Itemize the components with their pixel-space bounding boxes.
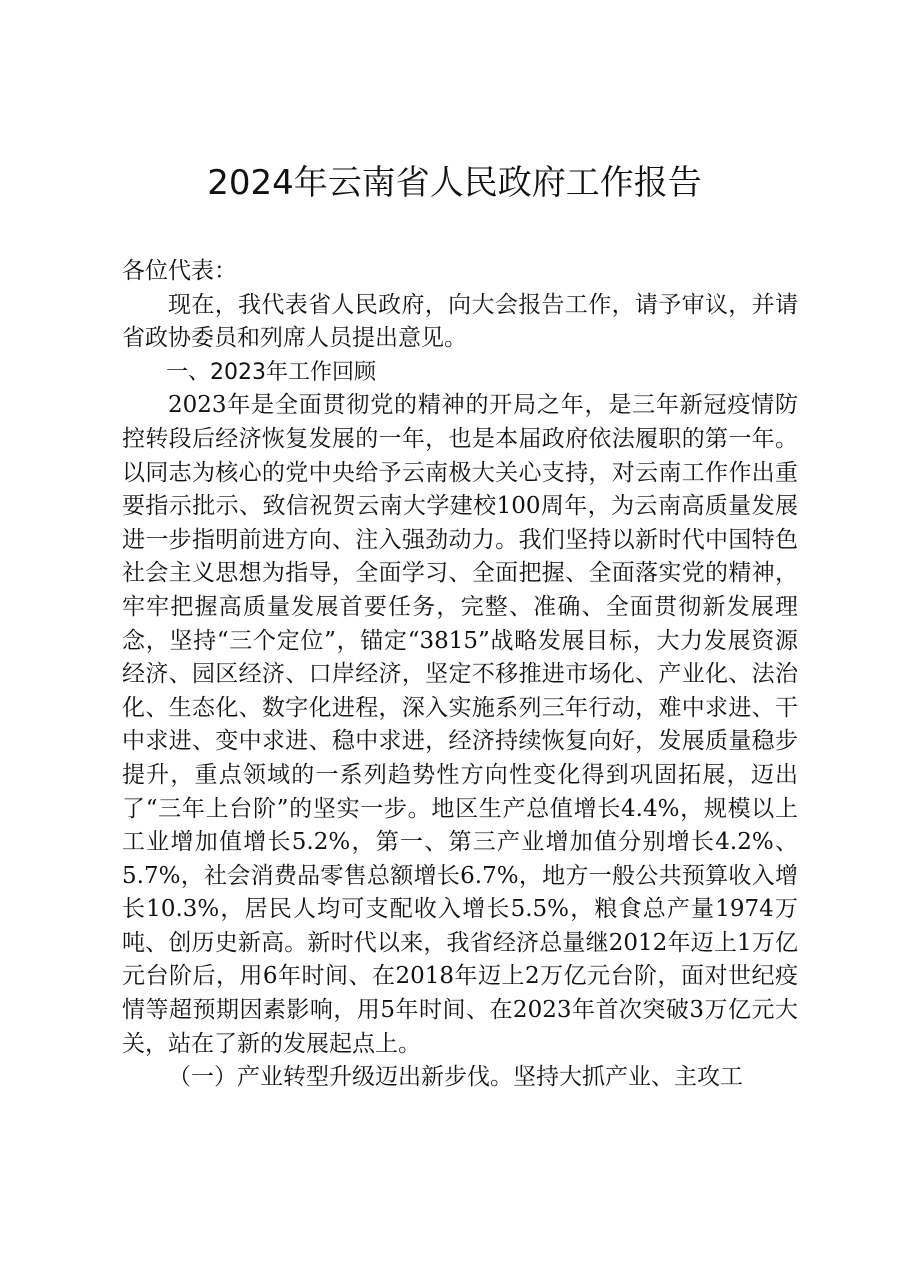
salutation: 各位代表： [122,258,237,284]
paragraph-review: 2023年是全面贯彻党的精神的开局之年，是三年新冠疫情防控转段后经济恢复发展的一年，也是本届政府依法履职的第一年。以同志为核心的党中央给予云南极大关心支持，对云南工作作出重要指示批示、致信祝贺云南大学建校100周年，为云南高质量发展进一步指明前进方向、注入强劲动力。我们坚持以新时代中国特色社会主义思想为指导，全面学习、全面把握、全面落实党的精神，牢牢把握高质量发展首要任务，完整、准确、全面贯彻新发展理念，坚持“三个定位”，锚定“3815”战略发展目标，大力发展资源经济、园区经济、口岸经济，坚定不移推进市场化、产业化、法治化、生态化、数字化进程，深入实施系列三年行动，难中求进、干中求进、变中求进、稳中求进，经济持续恢复向好，发展质量稳步提升，重点领域的一系列趋势性方向性变化得到巩固拓展，迈出了“三年上台阶”的坚实一步。地区生产总值增长4.4%，规模以上工业增加值增长5.2%，第一、第三产业增加值分别增长4.2%、5.7%，社会消费品零售总额增长6.7%，地方一般公共预算收入增长10.3%，居民人均可支配收入增长5.5%，粮食总产量1974万吨、创历史新高。新时代以来，我省经济总量继2012年迈上1万亿元台阶后，用6年时间、在2018年迈上2万亿元台阶，面对世纪疫情等超预期因素影响，用5年时间、在2023年首次突破3万亿元大关，站在了新的发展起点上。 [122,392,798,1057]
intro-paragraph: 现在，我代表省人民政府，向大会报告工作，请予审议，并请省政协委员和列席人员提出意见。 [122,291,798,352]
section-heading: 一、2023年工作回顾 [166,359,376,385]
paragraph-industry-text: 坚持大抓产业、主攻工 [513,1064,743,1091]
document-title: 2024年云南省人民政府工作报告 [207,163,702,203]
sub-heading: （一）产业转型升级迈出新步伐。 [168,1064,513,1091]
document-body [122,255,798,1095]
paragraph-industry [122,1061,798,1095]
